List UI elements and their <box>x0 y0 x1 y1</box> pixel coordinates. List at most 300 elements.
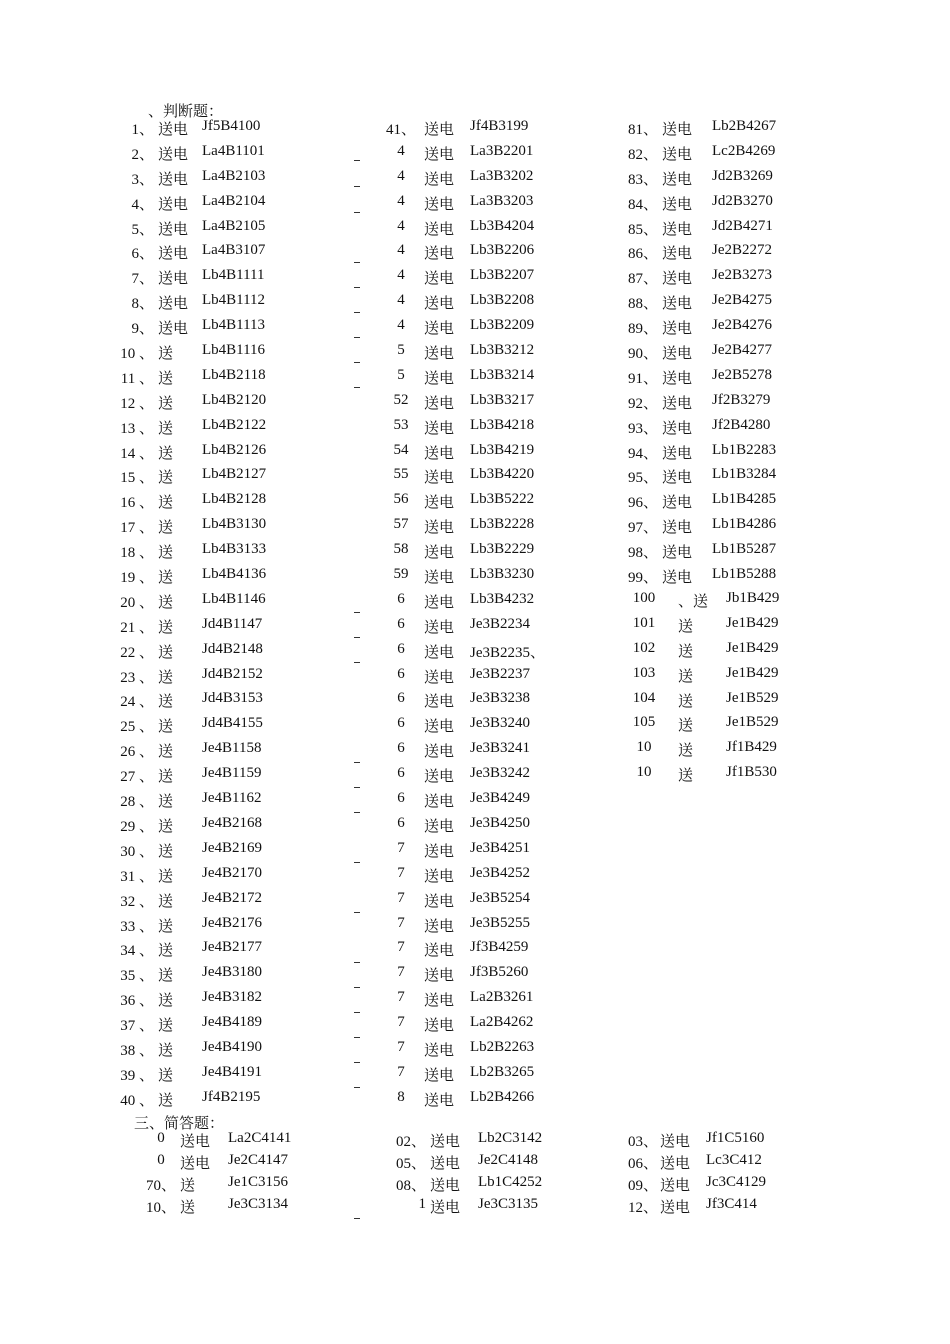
item-label: 送电 <box>424 843 455 860</box>
item-label: 送电 <box>424 594 455 611</box>
item-number: 4 <box>397 192 405 209</box>
item-label: 送 <box>180 1178 196 1194</box>
item-label: 送电 <box>662 171 693 188</box>
item-label: 送电 <box>424 171 455 188</box>
item-code: Jf3C414 <box>706 1196 757 1212</box>
item-label: 送电 <box>424 644 455 661</box>
scan-tick-mark <box>354 212 360 213</box>
list-item <box>386 392 586 417</box>
list-item <box>386 964 586 989</box>
list-item <box>386 740 586 765</box>
item-label: 送电 <box>158 221 189 238</box>
item-code: Je2B4277 <box>712 342 772 359</box>
item-code: Je4B3180 <box>202 964 262 981</box>
item-number: 6 <box>397 765 405 782</box>
list-item <box>114 740 314 765</box>
scan-tick-mark <box>354 637 360 638</box>
scan-tick-mark <box>354 962 360 963</box>
item-number: 7 <box>397 839 405 856</box>
judgement-column-4 <box>618 590 818 789</box>
list-item <box>618 739 818 764</box>
item-code: Je3B4251 <box>470 839 530 856</box>
item-number: 03、 <box>627 1134 658 1150</box>
list-item <box>114 1064 314 1089</box>
item-code: Lb2B2263 <box>470 1038 535 1055</box>
item-number: 16 、 <box>120 495 154 512</box>
item-label: 送电 <box>662 296 693 313</box>
scan-tick-mark <box>354 387 360 388</box>
list-item <box>114 641 314 666</box>
item-number: 7 <box>397 889 405 906</box>
item-number: 21 、 <box>120 619 154 636</box>
item-number: 35 、 <box>120 968 154 985</box>
item-code: Lb2B3265 <box>470 1063 535 1080</box>
list-item <box>386 367 586 392</box>
item-code: Lb3B2207 <box>470 267 535 284</box>
item-label: 送电 <box>424 495 455 512</box>
judgement-column-2 <box>386 118 586 1114</box>
item-number: 7 <box>397 914 405 931</box>
item-code: Je3C3135 <box>478 1196 538 1212</box>
list-item <box>114 342 314 367</box>
item-label: 送 <box>158 619 174 636</box>
item-label: 送 <box>678 618 694 635</box>
item-code: Jd2B3269 <box>712 167 773 184</box>
list-item <box>386 541 586 566</box>
item-code: Jf5B4100 <box>202 118 261 134</box>
item-label: 送 <box>678 768 694 785</box>
list-item <box>618 690 818 715</box>
item-number: 84、 <box>627 196 658 213</box>
item-code: Je2B4276 <box>712 317 772 334</box>
item-number: 05、 <box>395 1156 426 1172</box>
item-number: 10 <box>636 764 652 781</box>
item-label: 送电 <box>424 1092 455 1109</box>
item-label: 送电 <box>662 196 693 213</box>
list-item <box>618 714 818 739</box>
item-number: 14 、 <box>120 445 154 462</box>
item-number: 11 、 <box>120 370 154 387</box>
item-code: Lb4B2127 <box>202 466 267 483</box>
list-item <box>146 1174 346 1196</box>
list-item <box>114 442 314 467</box>
item-label: 送 <box>158 843 174 860</box>
item-number: 4 <box>397 317 405 334</box>
item-label: 送电 <box>660 1178 691 1194</box>
item-code: Lb4B3130 <box>202 516 267 533</box>
list-item <box>386 915 586 940</box>
list-item <box>386 566 586 591</box>
list-item <box>386 466 586 491</box>
item-label: 送电 <box>158 246 189 263</box>
section-heading-judgement: 、判断题： <box>148 104 224 120</box>
item-code: Lb3B4232 <box>470 590 535 607</box>
item-label: 送 <box>158 868 174 885</box>
item-number: 59 <box>393 566 409 583</box>
list-item <box>114 616 314 641</box>
item-code: Je3B4252 <box>470 864 530 881</box>
item-label: 送电 <box>424 445 455 462</box>
item-number: 28 、 <box>120 794 154 811</box>
list-item <box>114 168 314 193</box>
item-number: 4 <box>397 242 405 259</box>
item-number: 100 <box>632 590 656 606</box>
item-number: 12 、 <box>120 395 154 412</box>
item-code: Je2B2272 <box>712 242 772 259</box>
list-item <box>114 516 314 541</box>
item-label: 送电 <box>660 1200 691 1216</box>
scan-tick-mark <box>354 662 360 663</box>
item-label: 送电 <box>424 669 455 686</box>
item-code: Je3B4250 <box>470 814 530 831</box>
item-code: Je3B3238 <box>470 690 530 707</box>
item-number: 58 <box>393 541 409 558</box>
item-label: 送电 <box>424 470 455 487</box>
item-number: 83、 <box>627 171 658 188</box>
item-number: 06、 <box>627 1156 658 1172</box>
item-number: 70、 <box>146 1178 177 1194</box>
item-number: 8、 <box>131 296 154 313</box>
item-code: Jd4B4155 <box>202 715 263 732</box>
item-code: Je3B5255 <box>470 914 530 931</box>
list-item <box>114 1089 314 1114</box>
item-number: 7 <box>397 989 405 1006</box>
list-item <box>610 566 810 591</box>
scan-tick-mark <box>354 787 360 788</box>
scan-tick-mark <box>354 312 360 313</box>
scan-tick-mark <box>354 362 360 363</box>
item-label: 送电 <box>660 1134 691 1150</box>
list-item <box>114 466 314 491</box>
item-label: 送电 <box>424 719 455 736</box>
item-label: 送 <box>158 495 174 512</box>
item-code: Je4B2172 <box>202 889 262 906</box>
item-number: 33 、 <box>120 918 154 935</box>
list-item <box>618 615 818 640</box>
item-code: La3B2201 <box>470 142 534 159</box>
item-label: 送 <box>158 794 174 811</box>
item-label: 送电 <box>424 520 455 537</box>
short-answer-column-1 <box>146 1130 346 1218</box>
item-label: 送电 <box>424 868 455 885</box>
item-code: Je4B1162 <box>202 790 262 807</box>
list-item <box>618 590 818 615</box>
item-number: 95、 <box>627 470 658 487</box>
list-item <box>366 1152 586 1174</box>
item-code: Lb2B4267 <box>712 118 777 134</box>
item-code: Lb4B2120 <box>202 391 267 408</box>
list-item <box>610 242 810 267</box>
item-code: Je4B1159 <box>202 765 262 782</box>
item-number: 4、 <box>131 196 154 213</box>
item-label: 送电 <box>662 122 693 138</box>
item-number: 22 、 <box>120 644 154 661</box>
item-code: Je3B4249 <box>470 790 530 807</box>
item-label: 送电 <box>662 395 693 412</box>
item-code: Je1B529 <box>726 689 779 706</box>
item-label: 送电 <box>424 370 455 387</box>
scan-tick-mark <box>354 1012 360 1013</box>
scan-tick-mark <box>354 186 360 187</box>
item-label: 送 <box>158 370 174 387</box>
list-item <box>618 665 818 690</box>
item-code: Jf4B3199 <box>470 118 529 134</box>
item-label: 送电 <box>424 146 455 163</box>
item-code: Je3B3240 <box>470 715 530 732</box>
item-number: 7 <box>397 939 405 956</box>
item-number: 13 、 <box>120 420 154 437</box>
list-item <box>386 193 586 218</box>
list-item <box>114 193 314 218</box>
item-code: Lb4B2122 <box>202 416 267 433</box>
item-code: Je4B2170 <box>202 864 262 881</box>
item-number: 7 <box>397 964 405 981</box>
scan-tick-mark <box>354 337 360 338</box>
item-label: 送电 <box>660 1156 691 1172</box>
item-number: 103 <box>632 664 656 681</box>
scan-tick-mark <box>354 287 360 288</box>
item-code: Je2B3273 <box>712 267 772 284</box>
item-label: 送 <box>158 1042 174 1059</box>
item-code: Je1B429 <box>726 614 779 631</box>
item-number: 39 、 <box>120 1067 154 1084</box>
item-code: Jd4B1147 <box>202 615 263 632</box>
item-code: Lb4B1113 <box>202 317 266 334</box>
list-item <box>114 964 314 989</box>
item-number: 99、 <box>627 570 658 587</box>
scan-tick-mark <box>354 862 360 863</box>
item-number: 18 、 <box>120 545 154 562</box>
list-item <box>610 491 810 516</box>
item-number: 7 <box>397 1014 405 1031</box>
item-number: 4 <box>397 142 405 159</box>
scan-tick-mark <box>354 812 360 813</box>
item-number: 6 <box>397 790 405 807</box>
item-code: Je3B3241 <box>470 740 530 757</box>
list-item <box>386 1039 586 1064</box>
item-label: 送电 <box>424 694 455 711</box>
item-code: Lb3B4218 <box>470 416 535 433</box>
list-item <box>386 641 586 666</box>
item-number: 85、 <box>627 221 658 238</box>
item-code: La2C4141 <box>228 1130 292 1146</box>
section-heading-short-answer: 三、简答题： <box>134 1116 225 1132</box>
list-item <box>114 367 314 392</box>
item-number: 23 、 <box>120 669 154 686</box>
item-code: La4B2104 <box>202 192 266 209</box>
item-code: Jd2B3270 <box>712 192 773 209</box>
item-label: 送电 <box>424 818 455 835</box>
item-label: 送电 <box>662 271 693 288</box>
list-item <box>386 143 586 168</box>
item-label: 送电 <box>424 893 455 910</box>
item-number: 97、 <box>627 520 658 537</box>
item-label: 送 <box>158 669 174 686</box>
list-item <box>114 242 314 267</box>
item-label: 送电 <box>424 395 455 412</box>
item-code: Je1C3156 <box>228 1174 288 1190</box>
list-item <box>610 168 810 193</box>
item-code: Jc3C4129 <box>706 1174 766 1190</box>
item-label: 送 <box>158 744 174 761</box>
list-item <box>114 417 314 442</box>
item-label: 送电 <box>424 196 455 213</box>
item-label: 送电 <box>158 196 189 213</box>
item-label: 送 <box>678 743 694 760</box>
list-item <box>386 267 586 292</box>
item-code: Jf3B5260 <box>470 964 529 981</box>
list-item <box>610 541 810 566</box>
item-number: 105 <box>632 714 656 731</box>
item-label: 送电 <box>662 370 693 387</box>
list-item <box>600 1130 820 1152</box>
item-number: 57 <box>393 516 409 533</box>
scan-tick-mark <box>354 912 360 913</box>
list-item <box>386 1089 586 1114</box>
item-code: Jf1B530 <box>726 764 777 781</box>
short-answer-column-3 <box>600 1130 820 1218</box>
scan-tick-mark <box>354 762 360 763</box>
item-label: 送电 <box>662 146 693 163</box>
item-label: 送电 <box>424 122 455 138</box>
item-number: 101 <box>632 614 656 631</box>
item-label: 送电 <box>424 1018 455 1035</box>
item-code: Je1B429 <box>726 664 779 681</box>
item-code: Je4B4191 <box>202 1063 262 1080</box>
list-item <box>386 715 586 740</box>
item-number: 24 、 <box>120 694 154 711</box>
item-number: 98、 <box>627 545 658 562</box>
item-number: 15 、 <box>120 470 154 487</box>
list-item <box>610 292 810 317</box>
item-label: 送电 <box>424 545 455 562</box>
item-label: 送电 <box>424 246 455 263</box>
item-number: 7、 <box>131 271 154 288</box>
item-number: 94、 <box>627 445 658 462</box>
item-number: 53 <box>393 416 409 433</box>
list-item <box>600 1174 820 1196</box>
item-number: 93、 <box>627 420 658 437</box>
item-number: 19 、 <box>120 570 154 587</box>
item-number: 12、 <box>627 1200 658 1216</box>
item-label: 送电 <box>424 744 455 761</box>
list-item <box>386 939 586 964</box>
item-label: 送 <box>158 445 174 462</box>
list-item <box>386 865 586 890</box>
list-item <box>114 591 314 616</box>
item-number: 37 、 <box>120 1018 154 1035</box>
list-item <box>610 143 810 168</box>
list-item <box>386 118 586 143</box>
item-code: Jd2B4271 <box>712 217 773 234</box>
item-label: 送 <box>158 594 174 611</box>
list-item <box>386 765 586 790</box>
list-item <box>386 815 586 840</box>
list-item <box>610 267 810 292</box>
item-label: 送电 <box>158 122 189 138</box>
item-code: Lb1B4286 <box>712 516 777 533</box>
scan-tick-mark <box>354 612 360 613</box>
item-number: 25 、 <box>120 719 154 736</box>
item-label: 送 <box>158 1092 174 1109</box>
item-label: 送 <box>158 918 174 935</box>
item-code: Jb1B429 <box>726 590 780 606</box>
list-item <box>114 939 314 964</box>
item-code: La3B3203 <box>470 192 534 209</box>
item-number: 2、 <box>131 146 154 163</box>
list-item <box>114 840 314 865</box>
item-label: 送电 <box>424 570 455 587</box>
item-code: Je4B2177 <box>202 939 262 956</box>
list-item <box>114 392 314 417</box>
list-item <box>386 168 586 193</box>
item-number: 55 <box>393 466 409 483</box>
item-label: 送电 <box>662 321 693 338</box>
item-label: 送 <box>158 1018 174 1035</box>
scan-tick-mark <box>354 1218 360 1219</box>
item-code: Lb3B5222 <box>470 491 535 508</box>
item-code: Lb1B2283 <box>712 441 777 458</box>
item-code: Je1B529 <box>726 714 779 731</box>
item-code: Je4B1158 <box>202 740 262 757</box>
item-code: Lb3B2209 <box>470 317 535 334</box>
item-code: Jf1C5160 <box>706 1130 765 1146</box>
list-item <box>114 541 314 566</box>
item-label: 送电 <box>424 1067 455 1084</box>
item-label: 送电 <box>424 943 455 960</box>
item-code: Lb3B3230 <box>470 566 535 583</box>
item-label: 送 <box>158 420 174 437</box>
list-item <box>386 292 586 317</box>
item-number: 4 <box>397 167 405 184</box>
list-item <box>386 218 586 243</box>
item-code: Lb2C3142 <box>478 1130 543 1146</box>
item-label: 送电 <box>180 1134 211 1150</box>
item-code: Lb3B4220 <box>470 466 535 483</box>
item-number: 4 <box>397 267 405 284</box>
list-item <box>610 367 810 392</box>
item-code: Lb4B1111 <box>202 267 265 284</box>
item-number: 17 、 <box>120 520 154 537</box>
item-label: 送 <box>158 545 174 562</box>
item-label: 送电 <box>158 296 189 313</box>
item-label: 送电 <box>662 445 693 462</box>
item-code: Jf3B4259 <box>470 939 529 956</box>
list-item <box>386 1014 586 1039</box>
item-number: 90、 <box>627 346 658 363</box>
item-code: Je2C4148 <box>478 1152 538 1168</box>
list-item <box>114 292 314 317</box>
item-number: 38 、 <box>120 1042 154 1059</box>
list-item <box>114 317 314 342</box>
list-item <box>366 1130 586 1152</box>
item-code: Je4B2176 <box>202 914 262 931</box>
item-label: 送 <box>158 993 174 1010</box>
item-number: 27 、 <box>120 769 154 786</box>
list-item <box>386 890 586 915</box>
item-label: 送电 <box>662 246 693 263</box>
item-label: 送 <box>678 693 694 710</box>
list-item <box>386 591 586 616</box>
scan-tick-mark <box>354 1087 360 1088</box>
item-label: 送电 <box>424 993 455 1010</box>
item-code: Lc2B4269 <box>712 142 776 159</box>
list-item <box>386 242 586 267</box>
item-number: 6 <box>397 665 405 682</box>
item-label: 送电 <box>424 321 455 338</box>
list-item <box>386 317 586 342</box>
item-number: 96、 <box>627 495 658 512</box>
